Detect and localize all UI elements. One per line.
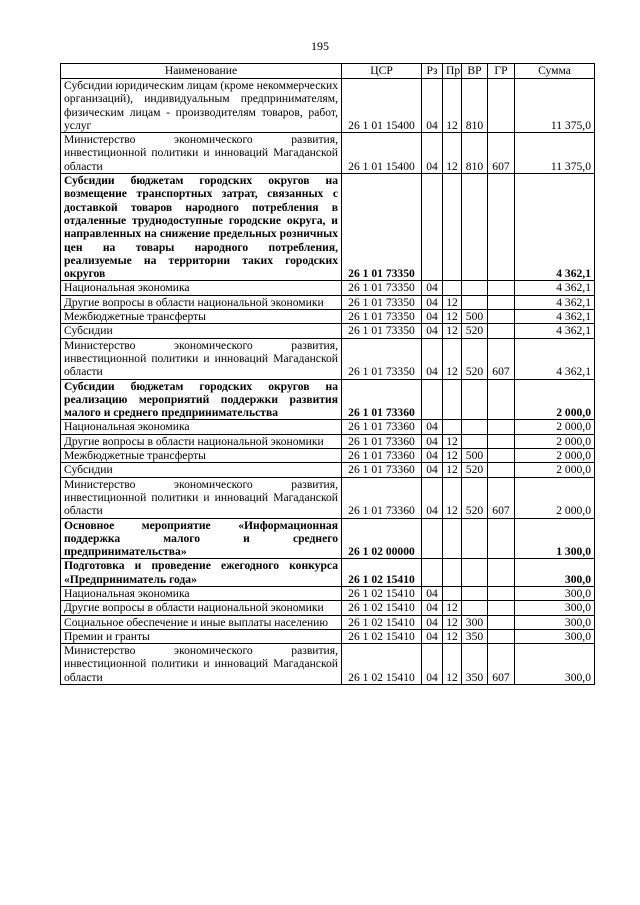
cell-gr: 607 [488,644,515,685]
cell-gr [488,434,515,448]
cell-name: Субсидии юридическим лицам (кроме некоммерческих организаций), индивидуальным предпринимателям, физическим лицам - производителям товаров, работ, услуг [61,79,342,133]
cell-vr: 350 [462,629,488,643]
table-row [61,615,595,629]
cell-pr: 12 [443,477,462,518]
cell-pr: 12 [443,629,462,643]
table-row [61,629,595,643]
cell-vr: 520 [462,338,488,379]
cell-sum: 300,0 [515,644,595,685]
cell-vr [462,586,488,600]
cell-csr: 26 1 02 15410 [342,586,422,600]
cell-vr [462,281,488,295]
cell-gr: 607 [488,133,515,174]
cell-rz: 04 [422,586,443,600]
cell-rz: 04 [422,281,443,295]
cell-pr: 12 [443,601,462,615]
cell-rz: 04 [422,615,443,629]
cell-gr [488,324,515,338]
cell-vr [462,420,488,434]
cell-name: Межбюджетные трансферты [61,449,342,463]
table-row [61,518,595,559]
cell-gr [488,310,515,324]
cell-sum: 2 000,0 [515,434,595,448]
cell-gr: 607 [488,477,515,518]
cell-csr: 26 1 01 73350 [342,174,422,281]
cell-rz [422,174,443,281]
table-row [61,644,595,685]
cell-sum: 4 362,1 [515,281,595,295]
cell-sum: 300,0 [515,629,595,643]
cell-csr: 26 1 01 73350 [342,324,422,338]
cell-pr [443,174,462,281]
cell-pr [443,420,462,434]
cell-sum: 1 300,0 [515,518,595,559]
table-header-row [61,64,595,79]
cell-vr [462,601,488,615]
cell-pr: 12 [443,434,462,448]
cell-vr: 350 [462,644,488,685]
cell-csr: 26 1 01 73360 [342,463,422,477]
cell-name: Другие вопросы в области национальной экономики [61,601,342,615]
header-pr: Пр [443,64,462,79]
cell-vr: 810 [462,79,488,133]
table-row [61,324,595,338]
cell-sum: 4 362,1 [515,310,595,324]
cell-name: Другие вопросы в области национальной экономики [61,434,342,448]
header-rz: Рз [422,64,443,79]
cell-name: Другие вопросы в области национальной экономики [61,295,342,309]
cell-name: Межбюджетные трансферты [61,310,342,324]
cell-csr: 26 1 01 15400 [342,79,422,133]
cell-csr: 26 1 02 15410 [342,629,422,643]
cell-csr: 26 1 02 15410 [342,559,422,587]
cell-rz: 04 [422,629,443,643]
cell-gr [488,79,515,133]
cell-csr: 26 1 01 73350 [342,281,422,295]
cell-sum: 300,0 [515,559,595,587]
cell-pr: 12 [443,295,462,309]
cell-pr [443,586,462,600]
cell-rz [422,559,443,587]
table-row [61,379,595,420]
header-gr: ГР [488,64,515,79]
cell-rz: 04 [422,434,443,448]
cell-sum: 11 375,0 [515,79,595,133]
cell-pr [443,281,462,295]
table-row [61,174,595,281]
cell-sum: 4 362,1 [515,338,595,379]
cell-gr [488,174,515,281]
cell-sum: 2 000,0 [515,449,595,463]
cell-gr [488,586,515,600]
cell-gr [488,518,515,559]
cell-pr [443,559,462,587]
table-row [61,434,595,448]
cell-rz: 04 [422,420,443,434]
cell-gr [488,601,515,615]
cell-gr [488,295,515,309]
cell-gr [488,420,515,434]
cell-rz: 04 [422,601,443,615]
table-row [61,281,595,295]
cell-rz: 04 [422,644,443,685]
cell-rz: 04 [422,338,443,379]
cell-pr [443,518,462,559]
header-sum: Сумма [515,64,595,79]
cell-name: Субсидии [61,463,342,477]
table-row [61,133,595,174]
table-row [61,338,595,379]
cell-pr: 12 [443,644,462,685]
cell-pr [443,379,462,420]
cell-name: Субсидии бюджетам городских округов на возмещение транспортных затрат, связанных с доставкой товаров народного потребления в отдаленные труднодоступные городские округа, и направленных на снижение предельных розничных цен на товары народного потребления, реализуемые на территории таких городских округов [61,174,342,281]
cell-csr: 26 1 02 15410 [342,644,422,685]
cell-vr [462,434,488,448]
table-row [61,295,595,309]
table-row [61,449,595,463]
cell-vr: 520 [462,477,488,518]
cell-name: Национальная экономика [61,586,342,600]
cell-pr: 12 [443,615,462,629]
table-row [61,601,595,615]
cell-sum: 300,0 [515,615,595,629]
cell-pr: 12 [443,463,462,477]
cell-gr [488,559,515,587]
cell-sum: 4 362,1 [515,324,595,338]
cell-pr: 12 [443,133,462,174]
cell-gr [488,379,515,420]
cell-csr: 26 1 01 73360 [342,379,422,420]
cell-csr: 26 1 02 15410 [342,601,422,615]
cell-name: Подготовка и проведение ежегодного конкурса «Предприниматель года» [61,559,342,587]
cell-sum: 2 000,0 [515,379,595,420]
header-vr: ВР [462,64,488,79]
cell-vr: 300 [462,615,488,629]
cell-name: Министерство экономического развития, инвестиционной политики и инноваций Магаданской области [61,477,342,518]
cell-rz: 04 [422,310,443,324]
cell-sum: 2 000,0 [515,477,595,518]
cell-csr: 26 1 01 15400 [342,133,422,174]
cell-name: Субсидии [61,324,342,338]
page-number: 195 [311,39,329,53]
cell-rz: 04 [422,449,443,463]
cell-name: Министерство экономического развития, инвестиционной политики и инноваций Магаданской области [61,644,342,685]
table-row [61,586,595,600]
cell-vr: 500 [462,310,488,324]
cell-rz [422,379,443,420]
cell-sum: 4 362,1 [515,174,595,281]
cell-vr: 520 [462,324,488,338]
cell-sum: 300,0 [515,601,595,615]
cell-rz: 04 [422,463,443,477]
cell-sum: 2 000,0 [515,463,595,477]
cell-csr: 26 1 01 73360 [342,449,422,463]
cell-csr: 26 1 01 73360 [342,420,422,434]
cell-vr [462,559,488,587]
header-csr: ЦСР [342,64,422,79]
cell-rz: 04 [422,295,443,309]
cell-vr: 810 [462,133,488,174]
cell-sum: 11 375,0 [515,133,595,174]
cell-sum: 2 000,0 [515,420,595,434]
cell-name: Премии и гранты [61,629,342,643]
cell-name: Министерство экономического развития, инвестиционной политики и инноваций Магаданской области [61,338,342,379]
cell-gr [488,281,515,295]
cell-rz: 04 [422,133,443,174]
cell-sum: 4 362,1 [515,295,595,309]
cell-csr: 26 1 01 73360 [342,477,422,518]
cell-csr: 26 1 01 73350 [342,295,422,309]
cell-csr: 26 1 02 15410 [342,615,422,629]
cell-pr: 12 [443,338,462,379]
cell-pr: 12 [443,324,462,338]
cell-gr [488,463,515,477]
cell-sum: 300,0 [515,586,595,600]
cell-rz: 04 [422,79,443,133]
cell-rz: 04 [422,477,443,518]
cell-gr [488,629,515,643]
cell-csr: 26 1 02 00000 [342,518,422,559]
cell-pr: 12 [443,310,462,324]
cell-vr: 500 [462,449,488,463]
cell-csr: 26 1 01 73350 [342,338,422,379]
cell-vr: 520 [462,463,488,477]
cell-gr: 607 [488,338,515,379]
cell-vr [462,379,488,420]
cell-gr [488,449,515,463]
cell-name: Национальная экономика [61,281,342,295]
cell-vr [462,174,488,281]
cell-name: Национальная экономика [61,420,342,434]
cell-rz [422,518,443,559]
cell-pr: 12 [443,449,462,463]
table-row [61,79,595,133]
header-name: Наименование [61,64,342,79]
cell-csr: 26 1 01 73360 [342,434,422,448]
budget-table [60,63,595,685]
cell-name: Министерство экономического развития, инвестиционной политики и инноваций Магаданской области [61,133,342,174]
cell-vr [462,518,488,559]
cell-csr: 26 1 01 73350 [342,310,422,324]
table-row [61,477,595,518]
cell-pr: 12 [443,79,462,133]
table-row [61,420,595,434]
table-row [61,463,595,477]
cell-vr [462,295,488,309]
cell-name: Субсидии бюджетам городских округов на реализацию мероприятий поддержки развития малого и среднего предпринимательства [61,379,342,420]
table-row [61,310,595,324]
table-row [61,559,595,587]
cell-gr [488,615,515,629]
cell-name: Основное мероприятие «Информационная поддержка малого и среднего предпринимательства» [61,518,342,559]
cell-name: Социальное обеспечение и иные выплаты населению [61,615,342,629]
cell-rz: 04 [422,324,443,338]
